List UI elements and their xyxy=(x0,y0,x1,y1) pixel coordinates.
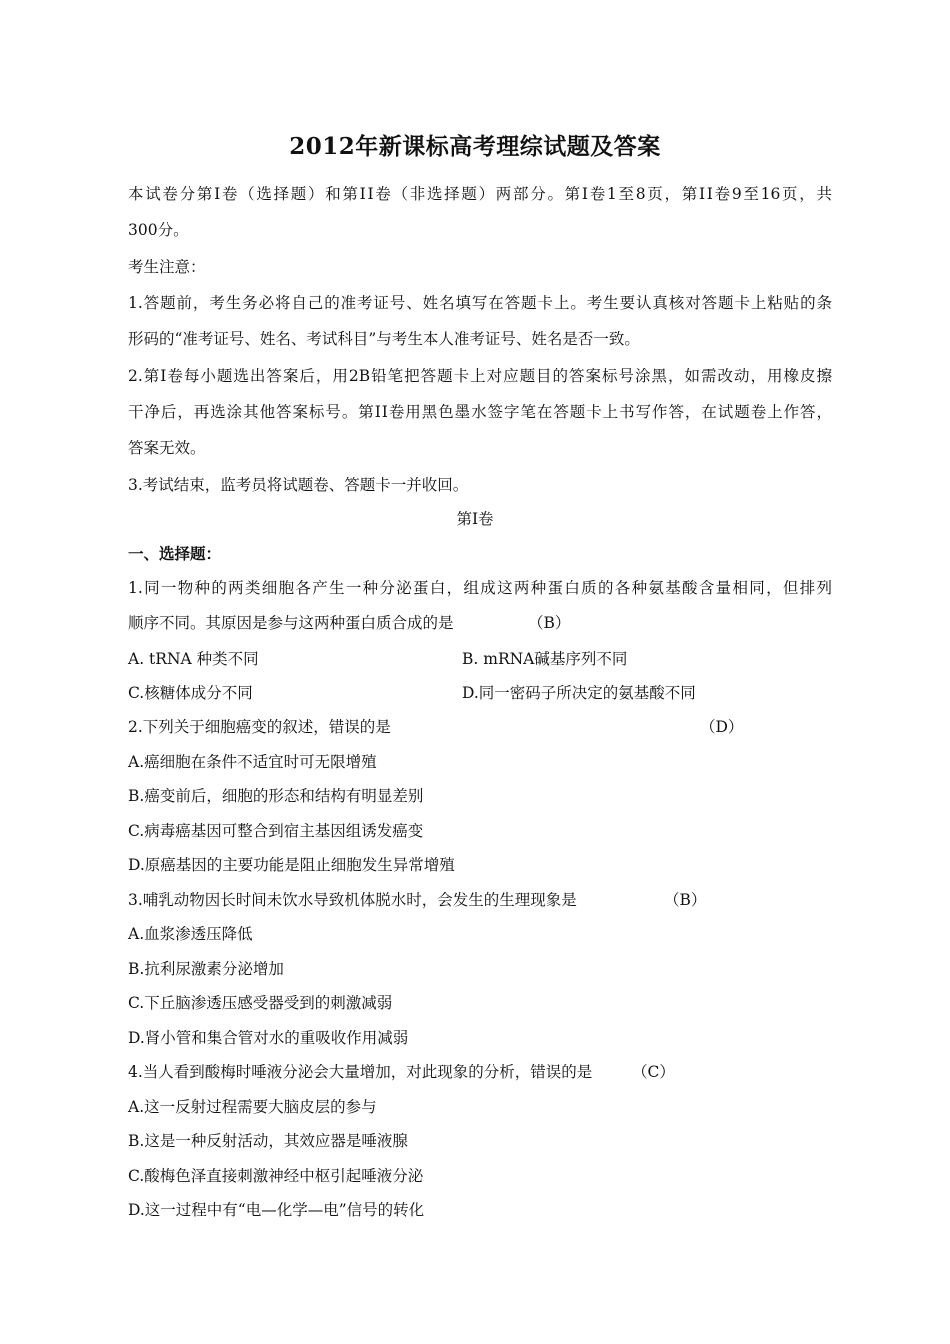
question-1-stem-line-1: 1.同一物种的两类细胞各产生一种分泌蛋白，组成这两种蛋白质的各种氨基酸含量相同，但排列 xyxy=(128,579,832,597)
question-1-option-c: C.核糖体成分不同 xyxy=(128,684,253,702)
question-2-answer: （D） xyxy=(700,718,744,736)
question-2-option-d: D.原癌基因的主要功能是阻止细胞发生异常增殖 xyxy=(128,856,455,874)
part-heading: 一、选择题： xyxy=(128,544,222,563)
notice-heading: 考生注意： xyxy=(128,258,206,276)
question-4-option-d: D.这一过程中有“电—化学—电”信号的转化 xyxy=(128,1201,425,1219)
document-title: 2012年新课标高考理综试题及答案 xyxy=(289,133,661,160)
notice-item-2-line-3: 答案无效。 xyxy=(128,439,206,457)
question-3-option-a: A.血浆渗透压降低 xyxy=(128,925,253,943)
question-4-stem: 4.当人看到酸梅时唾液分泌会大量增加，对此现象的分析，错误的是 xyxy=(128,1063,593,1081)
notice-item-2-line-1: 2.第Ⅰ卷每小题选出答案后，用2B铅笔把答题卡上对应题目的答案标号涂黑，如需改动，用橡皮擦 xyxy=(128,367,832,385)
question-4-answer: （C） xyxy=(632,1063,675,1081)
intro-line-1: 本试卷分第Ⅰ卷（选择题）和第ⅠI卷（非选择题）两部分。第Ⅰ卷1至8页，第ⅠI卷9至16页，共 xyxy=(128,185,832,203)
question-4-option-a: A.这一反射过程需要大脑皮层的参与 xyxy=(128,1098,377,1116)
question-1-answer: （B） xyxy=(528,614,571,632)
question-4-option-b: B.这是一种反射活动，其效应器是唾液腺 xyxy=(128,1132,408,1150)
notice-item-1-line-2: 形码的“准考证号、姓名、考试科目”与考生本人准考证号、姓名是否一致。 xyxy=(128,330,640,348)
question-3-option-d: D.肾小管和集合管对水的重吸收作用减弱 xyxy=(128,1029,409,1047)
question-3-stem: 3.哺乳动物因长时间未饮水导致机体脱水时，会发生的生理现象是 xyxy=(128,891,577,909)
question-2-option-a: A.癌细胞在条件不适宜时可无限增殖 xyxy=(128,753,377,771)
question-3-option-b: B.抗利尿激素分泌增加 xyxy=(128,960,284,978)
question-2-option-b: B.癌变前后，细胞的形态和结构有明显差别 xyxy=(128,787,424,805)
question-2-option-c: C.病毒癌基因可整合到宿主基因组诱发癌变 xyxy=(128,822,424,840)
question-1-option-b: B. mRNA碱基序列不同 xyxy=(462,650,628,668)
question-3-answer: （B） xyxy=(664,891,707,909)
intro-line-2: 300分。 xyxy=(128,221,189,239)
notice-item-2-line-2: 干净后，再选涂其他答案标号。第ⅠI卷用黑色墨水签字笔在答题卡上书写作答，在试题卷上作答， xyxy=(128,403,832,421)
question-1-stem-line-2: 顺序不同。其原因是参与这两种蛋白质合成的是 xyxy=(128,614,454,632)
question-3-option-c: C.下丘脑渗透压感受器受到的刺激减弱 xyxy=(128,994,393,1012)
notice-item-1-line-1: 1.答题前，考生务必将自己的准考证号、姓名填写在答题卡上。考生要认真核对答题卡上粘贴的条 xyxy=(128,294,832,312)
question-1-option-a: A. tRNA 种类不同 xyxy=(128,650,259,668)
notice-item-3: 3.考试结束，监考员将试题卷、答题卡一并收回。 xyxy=(128,476,469,494)
question-2-stem: 2.下列关于细胞癌变的叙述，错误的是 xyxy=(128,718,391,736)
section-title: 第Ⅰ卷 xyxy=(456,510,494,528)
question-4-option-c: C.酸梅色泽直接刺激神经中枢引起唾液分泌 xyxy=(128,1167,424,1185)
question-1-option-d: D.同一密码子所决定的氨基酸不同 xyxy=(462,684,696,702)
